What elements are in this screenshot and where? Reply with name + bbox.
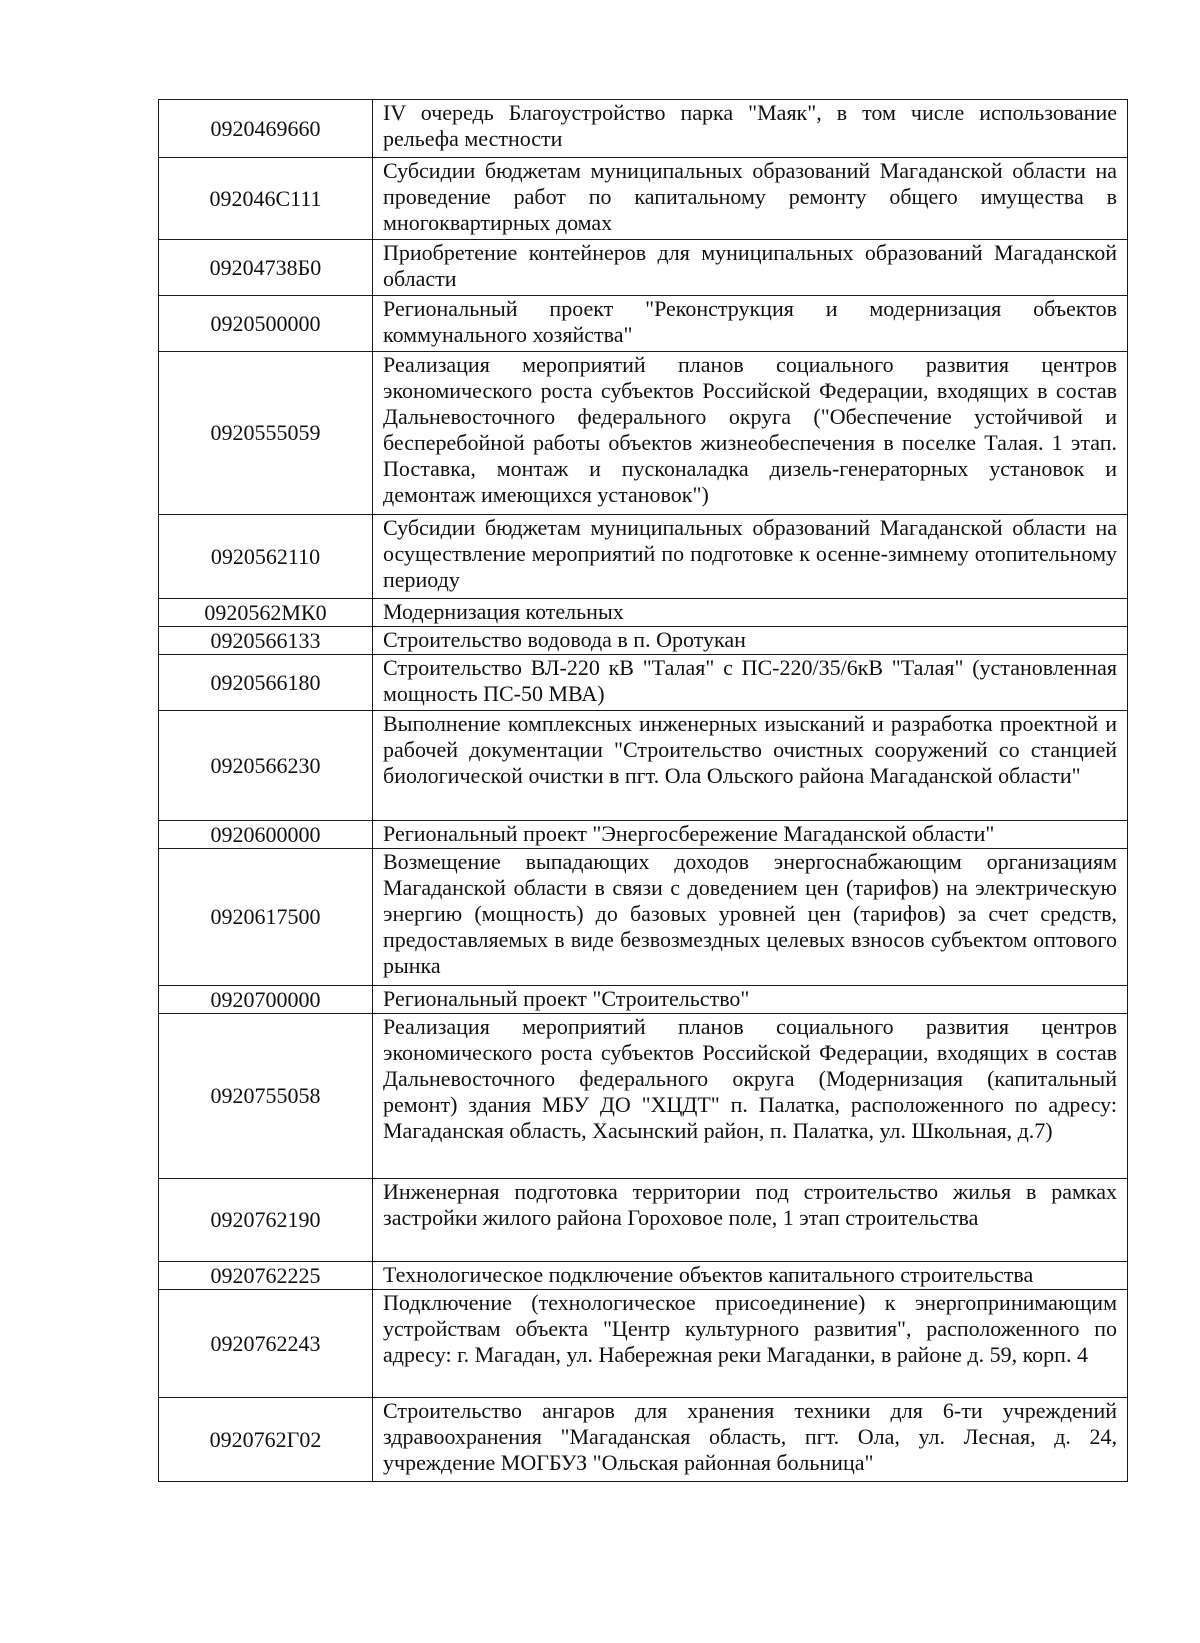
table-body xyxy=(159,100,1128,1482)
row-code: 0920700000 xyxy=(159,986,373,1014)
row-code: 092046С111 xyxy=(159,158,373,240)
row-code: 0920562110 xyxy=(159,515,373,599)
row-code: 09204738Б0 xyxy=(159,240,373,296)
table-row xyxy=(159,352,1128,515)
row-code: 0920762Г02 xyxy=(159,1398,373,1482)
table-row xyxy=(159,515,1128,599)
row-description: Приобретение контейнеров для муниципальных образований Магаданской области xyxy=(373,240,1128,296)
table-row xyxy=(159,655,1128,711)
table-row xyxy=(159,1398,1128,1482)
budget-code-table xyxy=(158,99,1128,1482)
row-code: 0920566230 xyxy=(159,711,373,821)
table-row xyxy=(159,821,1128,849)
table-row xyxy=(159,986,1128,1014)
row-description: Региональный проект "Реконструкция и модернизация объектов коммунального хозяйства" xyxy=(373,296,1128,352)
row-code: 0920762243 xyxy=(159,1290,373,1398)
row-description: Реализация мероприятий планов социального развития центров экономического роста субъектов Российской Федерации, входящих в состав Дальневосточного федерального округа ("Обеспечение устойчивой и бесперебойной работы объектов жизнеобеспечения в поселке Талая. 1 этап. Поставка, монтаж и пусконаладка дизель-генераторных установок и демонтаж имеющихся установок") xyxy=(373,352,1128,515)
row-description: Субсидии бюджетам муниципальных образований Магаданской области на проведение работ по капитальному ремонту общего имущества в многоквартирных домах xyxy=(373,158,1128,240)
row-code: 0920600000 xyxy=(159,821,373,849)
table-row xyxy=(159,711,1128,821)
row-description: Строительство водовода в п. Оротукан xyxy=(373,627,1128,655)
row-code: 0920762190 xyxy=(159,1179,373,1262)
table-row xyxy=(159,1014,1128,1179)
row-description: Инженерная подготовка территории под строительство жилья в рамках застройки жилого района Гороховое поле, 1 этап строительства xyxy=(373,1179,1128,1262)
row-code: 0920562МК0 xyxy=(159,599,373,627)
row-code: 0920469660 xyxy=(159,100,373,158)
row-code: 0920566180 xyxy=(159,655,373,711)
table-row xyxy=(159,599,1128,627)
row-description: Региональный проект "Энергосбережение Магаданской области" xyxy=(373,821,1128,849)
row-description: Подключение (технологическое присоединение) к энергопринимающим устройствам объекта "Центр культурного развития", расположенного по адресу: г. Магадан, ул. Набережная реки Магаданки, в районе д. 59, корп. 4 xyxy=(373,1290,1128,1398)
row-description: Технологическое подключение объектов капитального строительства xyxy=(373,1262,1128,1290)
row-description: Строительство ВЛ-220 кВ "Талая" с ПС-220/35/6кВ "Талая" (установленная мощность ПС-50 МВА) xyxy=(373,655,1128,711)
row-code: 0920617500 xyxy=(159,849,373,986)
row-code: 0920762225 xyxy=(159,1262,373,1290)
table-row xyxy=(159,296,1128,352)
table-row xyxy=(159,1262,1128,1290)
row-description: Выполнение комплексных инженерных изысканий и разработка проектной и рабочей документации "Строительство очистных сооружений со станцией биологической очистки в пгт. Ола Ольского района Магаданской области" xyxy=(373,711,1128,821)
table-row xyxy=(159,158,1128,240)
table-row xyxy=(159,1179,1128,1262)
row-code: 0920555059 xyxy=(159,352,373,515)
row-code: 0920500000 xyxy=(159,296,373,352)
row-description: Субсидии бюджетам муниципальных образований Магаданской области на осуществление мероприятий по подготовке к осенне-зимнему отопительному периоду xyxy=(373,515,1128,599)
table-row xyxy=(159,849,1128,986)
table-row xyxy=(159,1290,1128,1398)
row-description: Реализация мероприятий планов социального развития центров экономического роста субъектов Российской Федерации, входящих в состав Дальневосточного федерального округа (Модернизация (капитальный ремонт) здания МБУ ДО "ХЦДТ" п. Палатка, расположенного по адресу: Магаданская область, Хасынский район, п. Палатка, ул. Школьная, д.7) xyxy=(373,1014,1128,1179)
row-description: Модернизация котельных xyxy=(373,599,1128,627)
table-row xyxy=(159,100,1128,158)
table-row xyxy=(159,240,1128,296)
row-description: Возмещение выпадающих доходов энергоснабжающим организациям Магаданской области в связи с доведением цен (тарифов) на электрическую энергию (мощность) до базовых уровней цен (тарифов) за счет средств, предоставляемых в виде безвозмездных целевых взносов субъектом оптового рынка xyxy=(373,849,1128,986)
row-code: 0920566133 xyxy=(159,627,373,655)
row-description: Строительство ангаров для хранения техники для 6-ти учреждений здравоохранения "Магаданская область, пгт. Ола, ул. Лесная, д. 24, учреждение МОГБУЗ "Ольская районная больница" xyxy=(373,1398,1128,1482)
table-row xyxy=(159,627,1128,655)
row-description: IV очередь Благоустройство парка "Маяк", в том числе использование рельефа местности xyxy=(373,100,1128,158)
row-description: Региональный проект "Строительство" xyxy=(373,986,1128,1014)
row-code: 0920755058 xyxy=(159,1014,373,1179)
